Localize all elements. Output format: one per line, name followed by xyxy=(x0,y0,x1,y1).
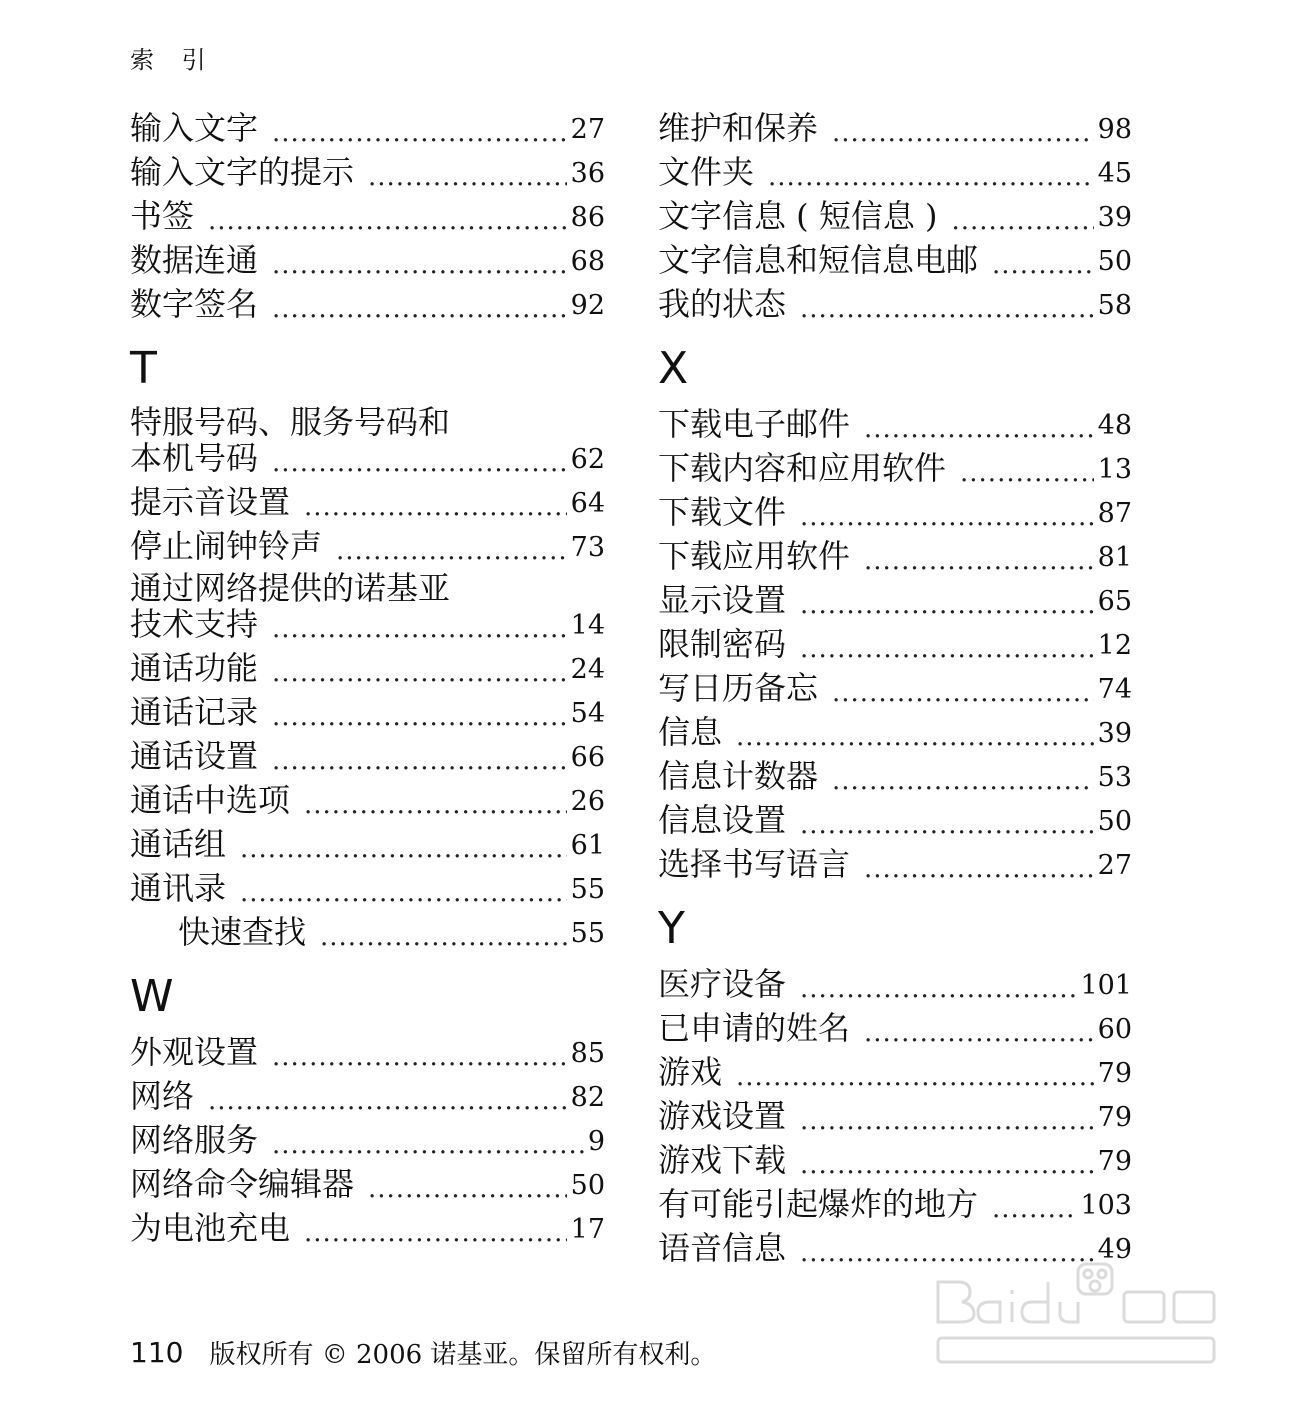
index-term: 文字信息 ( 短信息 ) xyxy=(658,197,938,235)
page-ref: 62 xyxy=(570,444,605,475)
index-term: 语音信息 xyxy=(658,1229,787,1267)
page-ref: 27 xyxy=(1097,850,1132,881)
page-ref: 24 xyxy=(570,654,605,685)
index-group xyxy=(130,646,605,910)
index-term: 信息设置 xyxy=(658,801,787,839)
section-letter: T xyxy=(130,343,157,394)
index-term: 通话组 xyxy=(130,825,227,863)
index-term: 有可能引起爆炸的地方 xyxy=(658,1185,979,1223)
index-entry[interactable] xyxy=(130,778,605,822)
leader-dots xyxy=(864,852,1094,886)
page-ref: 45 xyxy=(1097,158,1132,189)
leader-dots xyxy=(368,160,567,194)
index-entry[interactable] xyxy=(130,150,605,194)
index-term: 游戏 xyxy=(658,1053,723,1091)
index-term: 通话中选项 xyxy=(130,781,291,819)
page-ref: 49 xyxy=(1097,1234,1132,1265)
leader-dots xyxy=(736,720,1094,754)
running-header: 索 引 xyxy=(130,46,216,74)
index-entry[interactable] xyxy=(658,534,1132,578)
index-term: 信息 xyxy=(658,713,723,751)
index-entry[interactable] xyxy=(130,1206,605,1250)
leader-dots xyxy=(208,1084,567,1118)
index-term: 限制密码 xyxy=(658,625,787,663)
page-ref: 27 xyxy=(570,114,605,145)
index-entry[interactable] xyxy=(130,524,605,568)
index-term: 选择书写语言 xyxy=(658,845,851,883)
page-ref: 58 xyxy=(1097,290,1132,321)
index-term: 网络 xyxy=(130,1077,195,1115)
index-term: 输入文字的提示 xyxy=(130,153,355,191)
page-ref: 39 xyxy=(1097,202,1132,233)
leader-dots xyxy=(320,920,567,954)
index-entry[interactable] xyxy=(658,1138,1132,1182)
leader-dots xyxy=(272,446,567,480)
index-entry[interactable] xyxy=(658,106,1132,150)
index-entry[interactable] xyxy=(658,622,1132,666)
page-ref: 48 xyxy=(1097,410,1132,441)
index-group xyxy=(658,106,1132,326)
index-entry[interactable] xyxy=(658,842,1132,886)
watermark-logo-icon xyxy=(928,1252,1228,1372)
index-term: 通话记录 xyxy=(130,693,259,731)
page-ref: 66 xyxy=(570,742,605,773)
page-ref: 92 xyxy=(570,290,605,321)
index-entry[interactable] xyxy=(658,282,1132,326)
leader-dots xyxy=(304,1216,567,1250)
index-term: 提示音设置 xyxy=(130,483,291,521)
index-entry[interactable] xyxy=(658,402,1132,446)
leader-dots xyxy=(952,204,1094,238)
page-ref: 82 xyxy=(570,1082,605,1113)
leader-dots xyxy=(832,676,1094,710)
index-entry[interactable] xyxy=(130,480,605,524)
page-ref: 55 xyxy=(570,874,605,905)
index-entry[interactable] xyxy=(658,666,1132,710)
index-term: 信息计数器 xyxy=(658,757,819,795)
index-group xyxy=(130,480,605,568)
page-ref: 55 xyxy=(570,918,605,949)
index-entry[interactable] xyxy=(130,282,605,326)
page-ref: 54 xyxy=(570,698,605,729)
index-term: 快速查找 xyxy=(178,913,307,951)
leader-dots xyxy=(272,248,567,282)
leader-dots xyxy=(992,248,1094,282)
leader-dots xyxy=(272,1128,584,1162)
page-ref: 87 xyxy=(1097,498,1132,529)
index-subentry[interactable] xyxy=(130,910,605,954)
page-ref: 50 xyxy=(1097,246,1132,277)
page-ref: 50 xyxy=(570,1170,605,1201)
index-term: 我的状态 xyxy=(658,285,787,323)
index-group xyxy=(658,402,1132,886)
page-ref: 85 xyxy=(570,1038,605,1069)
index-entry[interactable] xyxy=(658,1182,1132,1226)
page-ref: 50 xyxy=(1097,806,1132,837)
section-letter: W xyxy=(130,971,174,1022)
leader-dots xyxy=(240,876,567,910)
index-term: 为电池充电 xyxy=(130,1209,291,1247)
leader-dots xyxy=(272,744,567,778)
page-ref: 12 xyxy=(1097,630,1132,661)
index-column-right xyxy=(658,106,1132,1270)
page-ref: 53 xyxy=(1097,762,1132,793)
index-entry[interactable] xyxy=(130,402,605,480)
index-entry[interactable] xyxy=(130,1030,605,1074)
page-ref: 98 xyxy=(1097,114,1132,145)
leader-dots xyxy=(272,656,567,690)
index-entry[interactable] xyxy=(658,490,1132,534)
page-ref: 74 xyxy=(1097,674,1132,705)
page-footer xyxy=(130,1334,716,1371)
leader-dots xyxy=(800,1104,1094,1138)
page-ref: 26 xyxy=(570,786,605,817)
index-term: 网络命令编辑器 xyxy=(130,1165,355,1203)
index-group xyxy=(130,106,605,326)
index-entry[interactable] xyxy=(130,106,605,150)
index-term: 下载应用软件 xyxy=(658,537,851,575)
leader-dots xyxy=(272,116,567,150)
page-ref: 65 xyxy=(1097,586,1132,617)
index-term: 已申请的姓名 xyxy=(658,1009,851,1047)
index-entry[interactable] xyxy=(658,754,1132,798)
index-entry[interactable] xyxy=(658,798,1132,842)
index-term: 文字信息和短信息电邮 xyxy=(658,241,979,279)
index-entry[interactable] xyxy=(130,734,605,778)
leader-dots xyxy=(304,490,567,524)
leader-dots xyxy=(800,588,1094,622)
page-ref: 64 xyxy=(570,488,605,519)
index-term: 通话功能 xyxy=(130,649,259,687)
index-term: 文件夹 xyxy=(658,153,755,191)
index-entry[interactable] xyxy=(130,866,605,910)
index-term: 写日历备忘 xyxy=(658,669,819,707)
page-ref: 13 xyxy=(1097,454,1132,485)
index-entry[interactable] xyxy=(658,238,1132,282)
index-entry[interactable] xyxy=(130,194,605,238)
index-entry[interactable] xyxy=(130,238,605,282)
page-ref: 101 xyxy=(1080,970,1132,1001)
index-term: 停止闹钟铃声 xyxy=(130,527,323,565)
leader-dots xyxy=(864,544,1094,578)
index-term: 外观设置 xyxy=(130,1033,259,1071)
index-entry[interactable] xyxy=(658,1006,1132,1050)
index-term: 本机号码 xyxy=(130,439,259,477)
leader-dots xyxy=(800,292,1094,326)
page-ref: 81 xyxy=(1097,542,1132,573)
leader-dots xyxy=(800,1148,1094,1182)
page-ref: 61 xyxy=(570,830,605,861)
index-entry[interactable] xyxy=(658,150,1132,194)
index-column-left xyxy=(130,106,605,1250)
index-entry[interactable] xyxy=(658,710,1132,754)
page-ref: 73 xyxy=(570,532,605,563)
page-number: 110 xyxy=(130,1336,184,1369)
index-term: 下载内容和应用软件 xyxy=(658,449,947,487)
index-term: 通讯录 xyxy=(130,869,227,907)
index-term: 游戏下载 xyxy=(658,1141,787,1179)
index-entry[interactable] xyxy=(130,568,605,646)
leader-dots xyxy=(208,204,567,238)
leader-dots xyxy=(832,764,1094,798)
leader-dots xyxy=(304,788,567,822)
index-term: 通话设置 xyxy=(130,737,259,775)
index-term-line: 通过网络提供的诺基亚 xyxy=(130,569,451,607)
leader-dots xyxy=(336,534,567,568)
index-term: 医疗设备 xyxy=(658,965,787,1003)
page-ref: 9 xyxy=(587,1126,605,1157)
index-term: 维护和保养 xyxy=(658,109,819,147)
index-term: 数据连通 xyxy=(130,241,259,279)
index-entry[interactable] xyxy=(658,1050,1132,1094)
index-entry[interactable] xyxy=(130,690,605,734)
index-term: 网络服务 xyxy=(130,1121,259,1159)
index-term: 显示设置 xyxy=(658,581,787,619)
index-entry[interactable] xyxy=(658,1094,1132,1138)
copyright-notice: 版权所有 © 2006 诺基亚。保留所有权利。 xyxy=(209,1340,717,1370)
index-term: 下载电子邮件 xyxy=(658,405,851,443)
index-term: 下载文件 xyxy=(658,493,787,531)
leader-dots xyxy=(272,292,567,326)
index-group xyxy=(658,962,1132,1270)
page-ref: 36 xyxy=(570,158,605,189)
leader-dots xyxy=(800,808,1094,842)
page-ref: 14 xyxy=(570,610,605,641)
leader-dots xyxy=(992,1192,1076,1226)
leader-dots xyxy=(240,832,567,866)
index-entry[interactable] xyxy=(658,962,1132,1006)
index-entry[interactable] xyxy=(130,1074,605,1118)
page-ref: 79 xyxy=(1097,1146,1132,1177)
leader-dots xyxy=(960,456,1094,490)
leader-dots xyxy=(832,116,1094,150)
index-term: 输入文字 xyxy=(130,109,259,147)
index-term: 数字签名 xyxy=(130,285,259,323)
leader-dots xyxy=(768,160,1094,194)
index-entry[interactable] xyxy=(130,1162,605,1206)
index-term-line: 特服号码、服务号码和 xyxy=(130,403,451,441)
leader-dots xyxy=(800,500,1094,534)
page-ref: 86 xyxy=(570,202,605,233)
index-entry[interactable] xyxy=(130,646,605,690)
page-ref: 39 xyxy=(1097,718,1132,749)
index-term: 技术支持 xyxy=(130,605,259,643)
section-letter: X xyxy=(658,343,689,394)
leader-dots xyxy=(800,632,1094,666)
page-ref: 79 xyxy=(1097,1058,1132,1089)
leader-dots xyxy=(864,1016,1094,1050)
index-term: 书签 xyxy=(130,197,195,235)
page-ref: 17 xyxy=(570,1214,605,1245)
index-entry[interactable] xyxy=(130,1118,605,1162)
leader-dots xyxy=(864,412,1094,446)
leader-dots xyxy=(272,700,567,734)
index-entry[interactable] xyxy=(130,822,605,866)
leader-dots xyxy=(800,972,1076,1006)
page-ref: 60 xyxy=(1097,1014,1132,1045)
page-ref: 79 xyxy=(1097,1102,1132,1133)
leader-dots xyxy=(272,612,567,646)
page-ref: 68 xyxy=(570,246,605,277)
index-term: 游戏设置 xyxy=(658,1097,787,1135)
leader-dots xyxy=(368,1172,567,1206)
index-group xyxy=(130,1030,605,1250)
leader-dots xyxy=(736,1060,1094,1094)
section-letter: Y xyxy=(658,903,685,954)
leader-dots xyxy=(272,1040,567,1074)
index-entry[interactable] xyxy=(658,446,1132,490)
page-ref: 103 xyxy=(1080,1190,1132,1221)
index-entry[interactable] xyxy=(658,194,1132,238)
index-entry[interactable] xyxy=(658,578,1132,622)
